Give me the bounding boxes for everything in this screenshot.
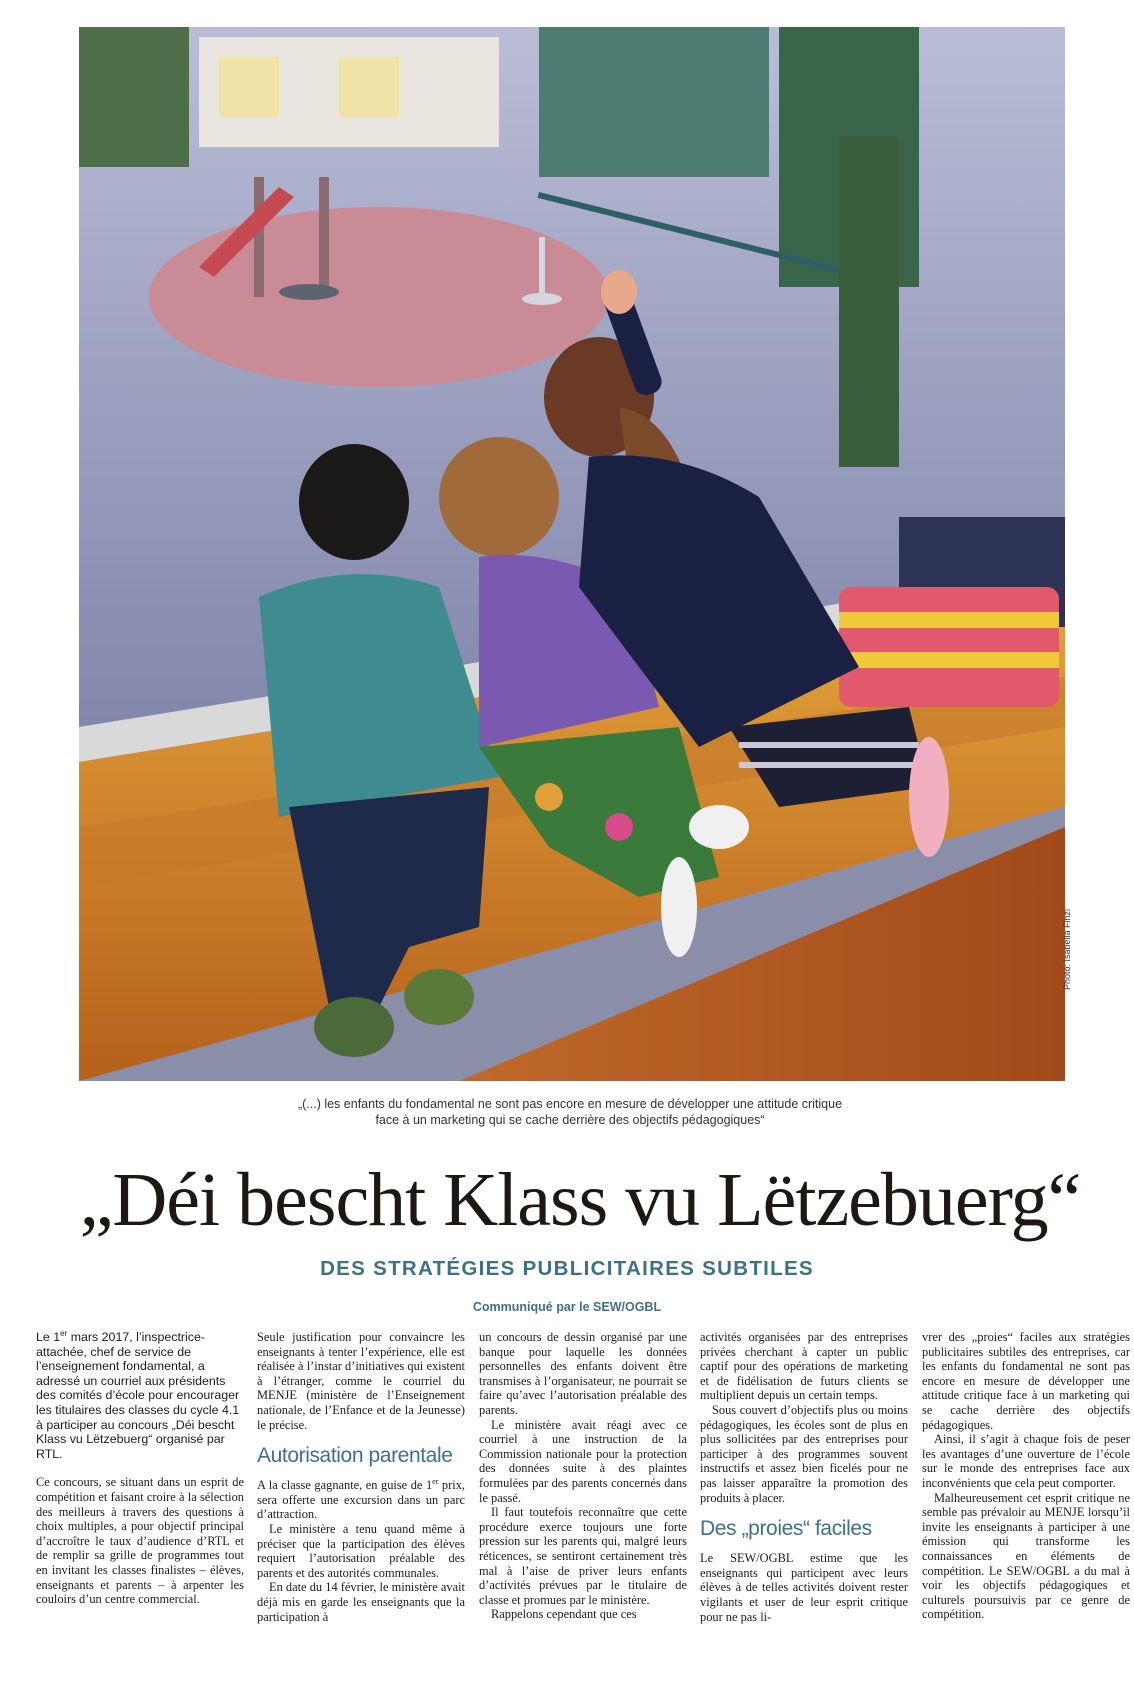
paragraph: Il faut toutefois reconnaître que cette procédure exerce toujours une forte pression sur les parents qui, malgré leurs réticences, se sentiront certainement très mal à l’aise de priver leurs enfants d’activités prévues par le titulaire de classe et promues par le ministère. — [479, 1505, 687, 1607]
photo-caption — [200, 1096, 940, 1128]
children-at-window-photo — [79, 27, 1065, 1081]
paragraph: activités organisées par des entreprises privées cherchant à capter un public captif pour des opérations de marketing et de fidélisation de futurs clients se multiplient depuis un certain temps. — [700, 1330, 908, 1403]
byline: Communiqué par le SEW/OGBL — [472, 1300, 662, 1314]
paragraph: Le SEW/OGBL estime que les enseignants qui participent avec leurs élèves à de telles activités doivent rester vigilants et user de leur esprit critique pour ne pas li- — [700, 1551, 908, 1624]
article-column-3 — [479, 1330, 687, 1622]
paragraph: Le ministère a tenu quand même à préciser que la participation des élèves requiert l’autorisation préalable des parents et des autorités communales. — [257, 1521, 465, 1580]
subheading-proies: Des „proies“ faciles — [700, 1517, 872, 1541]
article-column-2 — [257, 1330, 465, 1624]
caption-line-2: face à un marketing qui se cache derrière des objectifs pédagogiques“ — [375, 1113, 765, 1127]
paragraph: Le ministère avait réagi avec ce courriel à une instruction de la Commission nationale pour la protection des données suite à des plaintes formulées par des parents concernés dans le passé. — [479, 1417, 687, 1505]
paragraph: Ainsi, il s’agit à chaque fois de peser les avantages d’une ouverture de l’école sur le monde des entreprises face aux inconvénients que cela peut comporter. — [922, 1432, 1130, 1490]
paragraph: A la classe gagnante, en guise de 1er prix, sera offerte une excursion dans un parc d’attraction. — [257, 1477, 465, 1522]
paragraph: Le 1er mars 2017, l’inspectrice-attachée, chef de service de l’enseignement fondamental, a adressé un courriel aux présidents des comités d’école pour encourager les titulaires des classes du cycle 4.1 à participer au concours „Déi bescht Klass vu Lëtzebuerg“ organisé par RTL. — [36, 1328, 240, 1461]
article-photo — [79, 27, 1065, 1081]
paragraph: Rappelons cependant que ces — [491, 1607, 637, 1622]
paragraph: En date du 14 février, le ministère avait déjà mis en garde les enseignants que la participation à — [257, 1580, 465, 1624]
paragraph: Seule justification pour convaincre les enseignants à tenter l’expérience, elle est réalisée à l’instar d’initiatives qui existent à l’étranger, comme le courriel du MENJE (ministère de l’Enseignement nationale, de l’Enfance et de la Jeunesse) le précise. — [257, 1330, 465, 1432]
headline: „Déi bescht Klass vu Lëtzebuerg“ — [79, 1158, 1081, 1242]
paragraph: Ce concours, se situant dans un esprit de compétition et faisant croire à la sélection des meilleurs à travers des questions à choix multiples, a pour objectif principal d’accroître le taux d’audience d’RTL et de remplir sa grille de programmes tout en invitant les classes finalistes – élèves, enseignants et parents – à arpenter les couloirs d’un centre commercial. — [36, 1475, 244, 1607]
photo-credit: Photo: Isabella Finzi — [1062, 908, 1072, 990]
article-column-1 — [36, 1330, 244, 1607]
article-column-5 — [922, 1330, 1130, 1622]
caption-line-1: „(...) les enfants du fondamental ne sont pas encore en mesure de développer une attitude critique — [297, 1097, 843, 1111]
article-column-4 — [700, 1330, 908, 1624]
paragraph: vrer des „proies“ faciles aux stratégies publicitaires subtiles des entreprises, car les enfants du fondamental ne sont pas encore en mesure de développer une attitude critique face à un marketing qui se cache derrière des objectifs pédagogiques. — [922, 1330, 1130, 1432]
paragraph: Sous couvert d’objectifs plus ou moins pédagogiques, les écoles sont de plus en plus sollicitées par des entreprises pour participer à des programmes souvent instructifs et assez bien ficelés pour ne pas laisser apparaître la promotion des produits à placer. — [700, 1402, 908, 1505]
subheading-autorisation: Autorisation parentale — [257, 1444, 453, 1468]
paragraph: un concours de dessin organisé par une banque pour laquelle les données personnelles des enfants doivent être transmises à l’organisateur, ne pourrait se faire qu’avec l’autorisation préalable des parents. — [479, 1330, 687, 1417]
paragraph: Malheureusement cet esprit critique ne semble pas prévaloir au MENJE lorsqu’il invite les enseignants à participer à une émission qui transforme les connaissances en éléments de compétition. Le SEW/OGBL a du mal à voir les objectifs pédagogiques et culturels poursuivis par ce genre de compétition. — [922, 1490, 1130, 1622]
kicker: DES STRATÉGIES PUBLICITAIRES SUBTILES — [320, 1257, 814, 1280]
